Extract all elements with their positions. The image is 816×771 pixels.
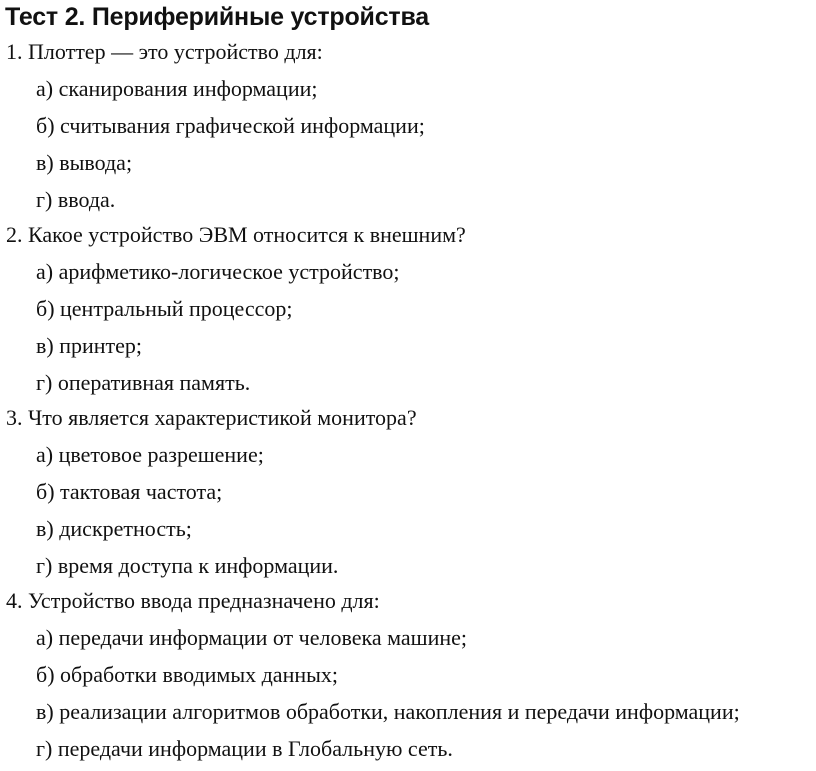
question-2-option-g: г) оперативная память. xyxy=(36,370,251,395)
question-4-option-g: г) передачи информации в Глобальную сеть. xyxy=(36,736,453,761)
question-2-option-a: а) арифметико-логическое устройство; xyxy=(36,259,400,284)
question-1-option-v: в) вывода; xyxy=(36,150,133,175)
document-title: Тест 2. Периферийные устройства xyxy=(5,3,429,31)
question-3-option-v: в) дискретность; xyxy=(36,516,192,541)
question-4: 4. Устройство ввода предназначено для: xyxy=(6,588,380,613)
question-2-option-b: б) центральный процессор; xyxy=(36,296,293,321)
question-1-option-b: б) считывания графической информации; xyxy=(36,113,425,138)
question-2-option-v: в) принтер; xyxy=(36,333,143,358)
question-3-option-g: г) время доступа к информации. xyxy=(36,553,339,578)
question-3-option-a: а) цветовое разрешение; xyxy=(36,442,264,467)
question-2: 2. Какое устройство ЭВМ относится к внешним? xyxy=(6,222,466,247)
question-1-option-a: а) сканирования информации; xyxy=(36,76,318,101)
question-1-option-g: г) ввода. xyxy=(36,187,116,212)
question-3-option-b: б) тактовая частота; xyxy=(36,479,223,504)
question-3: 3. Что является характеристикой монитора? xyxy=(6,405,417,430)
question-1: 1. Плоттер — это устройство для: xyxy=(6,39,323,64)
question-4-option-v: в) реализации алгоритмов обработки, накопления и передачи информации; xyxy=(36,699,740,724)
question-4-option-a: а) передачи информации от человека машине; xyxy=(36,625,468,650)
question-4-option-b: б) обработки вводимых данных; xyxy=(36,662,339,687)
